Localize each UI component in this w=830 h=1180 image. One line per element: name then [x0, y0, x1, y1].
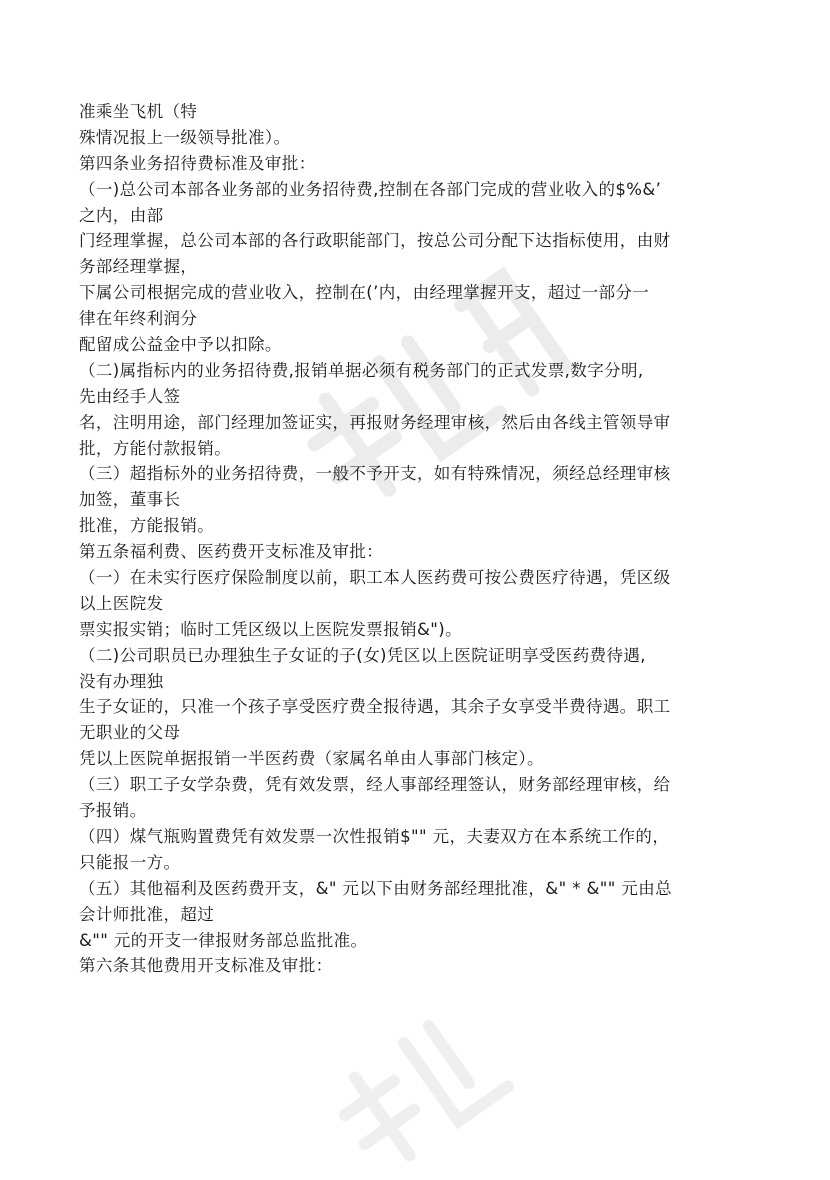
text-line: （三）职工子女学杂费，凭有效发票，经人事部经理签认，财务部经理审核，给 [79, 775, 671, 795]
text-line: &"" 元的开支一律报财务部总监批准。 [79, 930, 368, 950]
text-line: 准乘坐飞机（特 [79, 102, 198, 121]
section-heading: 第四条业务招待费标准及审批： [79, 153, 316, 173]
text-line: （五）其他福利及医药费开支，&" 元以下由财务部经理批准，&" * &"" 元由总 [79, 878, 673, 898]
text-line: （二)属指标内的业务招待费,报销单据必须有税务部门的正式发票,数字分明, [79, 360, 644, 380]
text-line: 下属公司根据完成的营业收入，控制在(’内，由经理掌握开支，超过一部分一 [79, 283, 650, 303]
text-line: （一）在未实行医疗保险制度以前，职工本人医药费可按公费医疗待遇，凭区级 [79, 568, 671, 588]
text-line: 没有办理独 [79, 671, 164, 691]
text-line: 加签，董事长 [79, 490, 181, 510]
text-line: 会计师批准，超过 [79, 904, 215, 924]
text-line: 门经理掌握，总公司本部的各行政职能部门，按总公司分配下达指标使用，由财 [79, 231, 671, 251]
text-line: 以上医院发 [79, 593, 164, 613]
text-line: 只能报一方。 [79, 852, 181, 872]
text-line: 予报销。 [79, 801, 147, 821]
text-line: 配留成公益金中予以扣除。 [79, 335, 282, 355]
text-line: 凭以上医院单据报销一半医药费（家属名单由人事部门核定）。 [79, 749, 544, 769]
text-line: 殊情况报上一级领导批准）。 [79, 127, 291, 147]
text-line: 票实报实销；临时工凭区级以上医院发票报销&")。 [79, 619, 462, 639]
text-line: 名，注明用途，部门经理加签证实，再报财务经理审核，然后由各线主管领导审 [79, 412, 671, 432]
document-body [79, 99, 769, 979]
text-line: （一)总公司本部各业务部的业务招待费,控制在各部门完成的营业收入的$%&’ [79, 179, 662, 199]
text-line: （四）煤气瓶购置费凭有效发票一次性报销$"" 元，夫妻双方在本系统工作的， [79, 826, 670, 846]
text-line: 批准，方能报销。 [79, 516, 215, 536]
text-line: 之内，由部 [79, 205, 164, 225]
text-line: 生子女证的，只准一个孩子享受医疗费全报待遇，其余子女享受半费待遇。职工 [79, 697, 671, 717]
text-line: （二)公司职员已办理独生子女证的子(女)凭区以上医院证明享受医药费待遇, [79, 645, 646, 665]
text-line: 先由经手人签 [79, 386, 181, 406]
text-line: 律在年终利润分 [79, 309, 198, 329]
text-line: 批，方能付款报销。 [79, 438, 232, 458]
text-line: 无职业的父母 [79, 723, 181, 743]
text-line: 务部经理掌握， [79, 257, 198, 277]
section-heading: 第六条其他费用开支标准及审批： [79, 956, 333, 976]
section-heading: 第五条福利费、医药费开支标准及审批： [79, 542, 384, 562]
text-line: （三）超指标外的业务招待费，一般不予开支，如有特殊情况，须经总经理审核 [79, 464, 671, 484]
watermark-logo-bottom [300, 980, 560, 1180]
